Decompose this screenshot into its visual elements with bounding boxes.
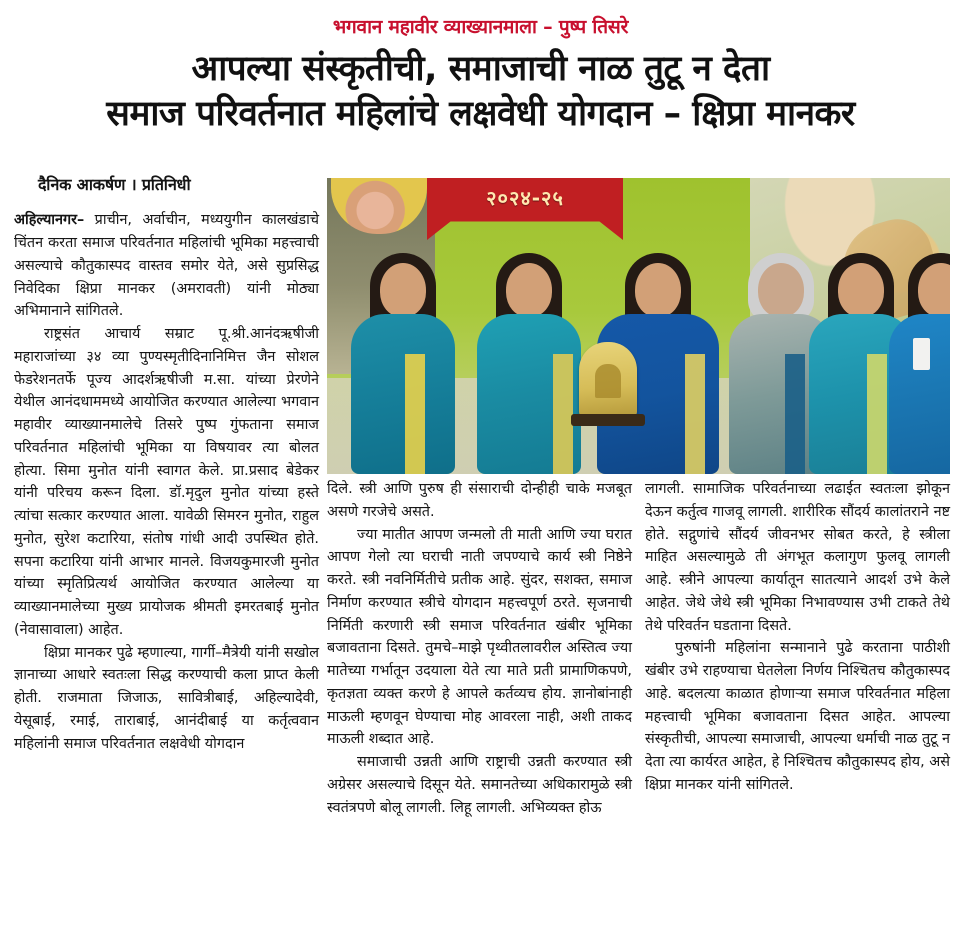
headline-line-1: आपल्या संस्कृतीची, समाजाची नाळ तुटू न देता: [191, 48, 770, 89]
person-sash: [867, 354, 887, 474]
person-head: [635, 263, 681, 317]
dateline: अहिल्यानगर–: [14, 212, 85, 229]
paragraph: पुरुषांनी महिलांना सन्मानाने पुढे करताना पाठीशी खंबीर उभे राहण्याचा घेतलेला निर्णय निश्चितच कौतुकास्पद आहे. बदलत्या काळात होणाऱ्या समाज परिवर्तनात महिला महत्त्वाची भूमिका बजावताना दिसत आहेत. आपल्या संस्कृतीची, आपल्या समाजाची, आपल्या धर्माची नाळ तुटू न देता त्या कार्यरत आहेत, हे निश्चितच कौतुकास्पद होय, असे क्षिप्रा मानकर यांनी सांगितले.: [645, 640, 950, 793]
person-saree: [351, 314, 455, 474]
article-column-1: [14, 172, 319, 755]
photo-people-group: [327, 242, 950, 474]
byline: दैनिक आकर्षण । प्रतिनिधी: [38, 175, 191, 194]
photo-banner-year: २०२४-२५: [486, 186, 564, 210]
paragraph: समाजाची उन्नती आणि राष्ट्राची उन्नती करण्यात स्त्री अग्रेसर असल्याचे दिसून येते. समानतेच्या अधिकारामुळे स्त्री स्वतंत्रपणे बोलू लागली. लिहू लागली. अभिव्यक्त होऊ: [327, 754, 632, 816]
paragraph: राष्ट्रसंत आचार्य सम्राट पू.श्री.आनंदऋषीजी महाराजांच्या ३४ व्या पुण्यस्मृतीदिनानिमित्त जैन सोशल फेडरेशनतर्फे पूज्य आदर्शऋषीजी म.सा. यांच्या प्रेरणेने येथील आनंदधाममध्ये आयोजित करण्यात आलेल्या भगवान महावीर व्याख्यानमालेचे तिसरे पुष्प गुंफताना समाज परिवर्तनात महिलांची भूमिका या विषयावर त्या बोलत होत्या. सिमा मुनोत यांनी स्वागत केले. प्रा.प्रसाद बेडेकर यांनी परिचय करून दिला. डॉ.मृदुल मुनोत यांच्या हस्ते त्यांचा सत्कार करण्यात आला. यावेळी सिमरन मुनोत, राहुल मुनोत, सुरेश कटारिया, संतोष गांधी आदी उपस्थित होते. सपना कटारिया यांनी आभार मानले. विजयकुमारजी मुनोत यांच्या स्मृतिप्रित्यर्थ आयोजित करण्यात आलेल्या या व्याख्यानमालेच्या मुख्य प्रायोजक श्रीमती इमरतबाई मुनोत (नेवासावाला) आहेत.: [14, 326, 319, 638]
paragraph: लागली. सामाजिक परिवर्तनाच्या लढाईत स्वतःला झोकून देऊन कर्तुत्व गाजवू लागली. शारीरिक सौंदर्य कालांतराने नष्ट होते. सद्गुणांचे सौंदर्य जीवनभर सोबत करते, हे स्त्रीला माहित असल्यामुळे ती अंगभूत कलागुण फुलवू लागली आहे. स्त्रीने आपल्या कार्यातून सातत्याने आदर्श उभे केले आहेत. जेथे जेथे स्त्री भूमिका निभावण्यास उभी टाकते तेथे तेथे परिवर्तन घडताना दिसते.: [645, 481, 950, 634]
photo-memento-trophy: [579, 342, 637, 416]
article-column-2: [327, 172, 632, 819]
person-head: [758, 263, 804, 317]
paragraph: दिले. स्त्री आणि पुरुष ही संसाराची दोन्हीही चाके मजबूत असणे गरजेचे असते.: [327, 481, 632, 520]
photo-mobile-phone: [913, 338, 930, 370]
article-headline: [0, 39, 961, 138]
person-head: [380, 263, 426, 317]
article-body: [0, 172, 961, 943]
headline-line-2: समाज परिवर्तनात महिलांचे लक्षवेधी योगदान – क्षिप्रा मानकर: [106, 93, 855, 134]
person-sash: [685, 354, 705, 474]
trophy-inner-emblem: [595, 364, 621, 398]
person-sash: [405, 354, 425, 474]
person-sash: [553, 354, 573, 474]
paragraph-text: प्राचीन, अर्वाचीन, मध्ययुगीन कालखंडाचे चिंतन करता समाज परिवर्तनात महिलांची भूमिका महत्त्वाची असल्याचे कौतुकास्पद वास्तव समोर येते, असे सुप्रसिद्ध निवेदिका क्षिप्रा मानकर (अमरावती) यांनी मोठ्या अभिमानाने सांगितले.: [14, 212, 319, 320]
article-kicker: भगवान महावीर व्याख्यानमाला – पुष्प तिसरे: [332, 16, 629, 38]
person-head: [838, 263, 884, 317]
column-2-text: [327, 172, 632, 819]
column-1-text: [14, 209, 319, 755]
person-sash: [785, 354, 805, 474]
person-head: [918, 263, 950, 317]
paragraph: [14, 209, 319, 323]
person-head: [506, 263, 552, 317]
paragraph: क्षिप्रा मानकर पुढे म्हणाल्या, गार्गी–मैत्रेयी यांनी सखोल ज्ञानाच्या आधारे स्वतःला सिद्ध करण्याची कला प्राप्त केली होती. राजमाता जिजाऊ, सावित्रीबाई, अहिल्यादेवी, येसूबाई, रमाई, ताराबाई, आनंदीबाई या कर्तृत्ववान महिलांनी समाज परिवर्तनात लक्षवेधी योगदान: [14, 644, 319, 752]
paragraph: ज्या मातीत आपण जन्मलो ती माती आणि ज्या घरात आपण गेलो त्या घराची नाती जपण्याचे कार्य स्त्री निष्ठेने करते. स्त्री नवनिर्मितीचे प्रतीक आहे. सुंदर, सशक्त, समाज निर्माण करण्यात स्त्रीचे योगदान महत्त्वपूर्ण ठरते. सृजनाची निर्मिती करणारी स्त्री समाज परिवर्तनात खंबीर भूमिका बजावताना दिसते. तुमचे–माझे पृथ्वीतलावरील अस्तित्व ज्या मातेच्या गर्भातून उदयाला येते त्या माते प्रती प्रामाणिकपणे, कृतज्ञता व्यक्त करणे हे आपले कर्तव्यच होय. ज्ञानोबांनाही माऊली म्हणवून घेण्याचा मोह आवरला नाही, अशी ताकद माऊली शब्दात आहे.: [327, 526, 632, 748]
